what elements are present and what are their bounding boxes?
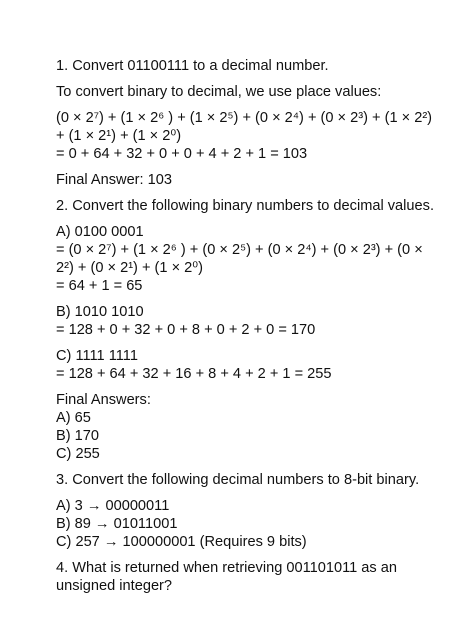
q1-sum-line: = 0 + 64 + 32 + 0 + 0 + 4 + 2 + 1 = 103: [56, 146, 308, 162]
q2-final-answers-heading: Final Answers:: [56, 392, 151, 408]
q2-a-expansion-line2: 2²) + (0 × 2¹) + (1 × 2⁰): [56, 260, 203, 276]
q3-c: C) 257 → 100000001 (Requires 9 bits): [56, 534, 307, 550]
q2-final-b: B) 170: [56, 428, 99, 444]
q1-title: 1. Convert 01100111 to a decimal number.: [56, 58, 329, 74]
q1-intro: To convert binary to decimal, we use place values:: [56, 84, 382, 100]
q2-final-a: A) 65: [56, 410, 91, 426]
q2-a-result: = 64 + 1 = 65: [56, 278, 143, 294]
q2-final-c: C) 255: [56, 446, 100, 462]
q2-b-result: = 128 + 0 + 32 + 0 + 8 + 0 + 2 + 0 = 170: [56, 322, 316, 338]
document-body: [56, 57, 436, 595]
q1-final-answer: Final Answer: 103: [56, 172, 173, 188]
q1-expansion-line1: (0 × 2⁷) + (1 × 2⁶ ) + (1 × 2⁵) + (0 × 2⁴) + (0 × 2³) + (1 × 2²): [56, 110, 433, 126]
q2-title: 2. Convert the following binary numbers to decimal values.: [56, 198, 435, 214]
q2-c-label: C) 1111 1111: [56, 348, 138, 364]
q3-b: B) 89 → 01011001: [56, 516, 178, 532]
q4-title-line1: 4. What is returned when retrieving 001101011 as an: [56, 560, 397, 576]
q1-expansion-line2: + (1 × 2¹) + (1 × 2⁰): [56, 128, 182, 144]
q2-c-result: = 128 + 64 + 32 + 16 + 8 + 4 + 2 + 1 = 255: [56, 366, 332, 382]
q2-a-label: A) 0100 0001: [56, 224, 144, 240]
q3-title: 3. Convert the following decimal numbers to 8-bit binary.: [56, 472, 420, 488]
q3-a: A) 3 → 00000011: [56, 498, 170, 514]
q2-b-label: B) 1010 1010: [56, 304, 144, 320]
q2-a-expansion-line1: = (0 × 2⁷) + (1 × 2⁶ ) + (0 × 2⁵) + (0 × 2⁴) + (0 × 2³) + (0 ×: [56, 242, 423, 258]
q4-title-line2: unsigned integer?: [56, 578, 173, 594]
